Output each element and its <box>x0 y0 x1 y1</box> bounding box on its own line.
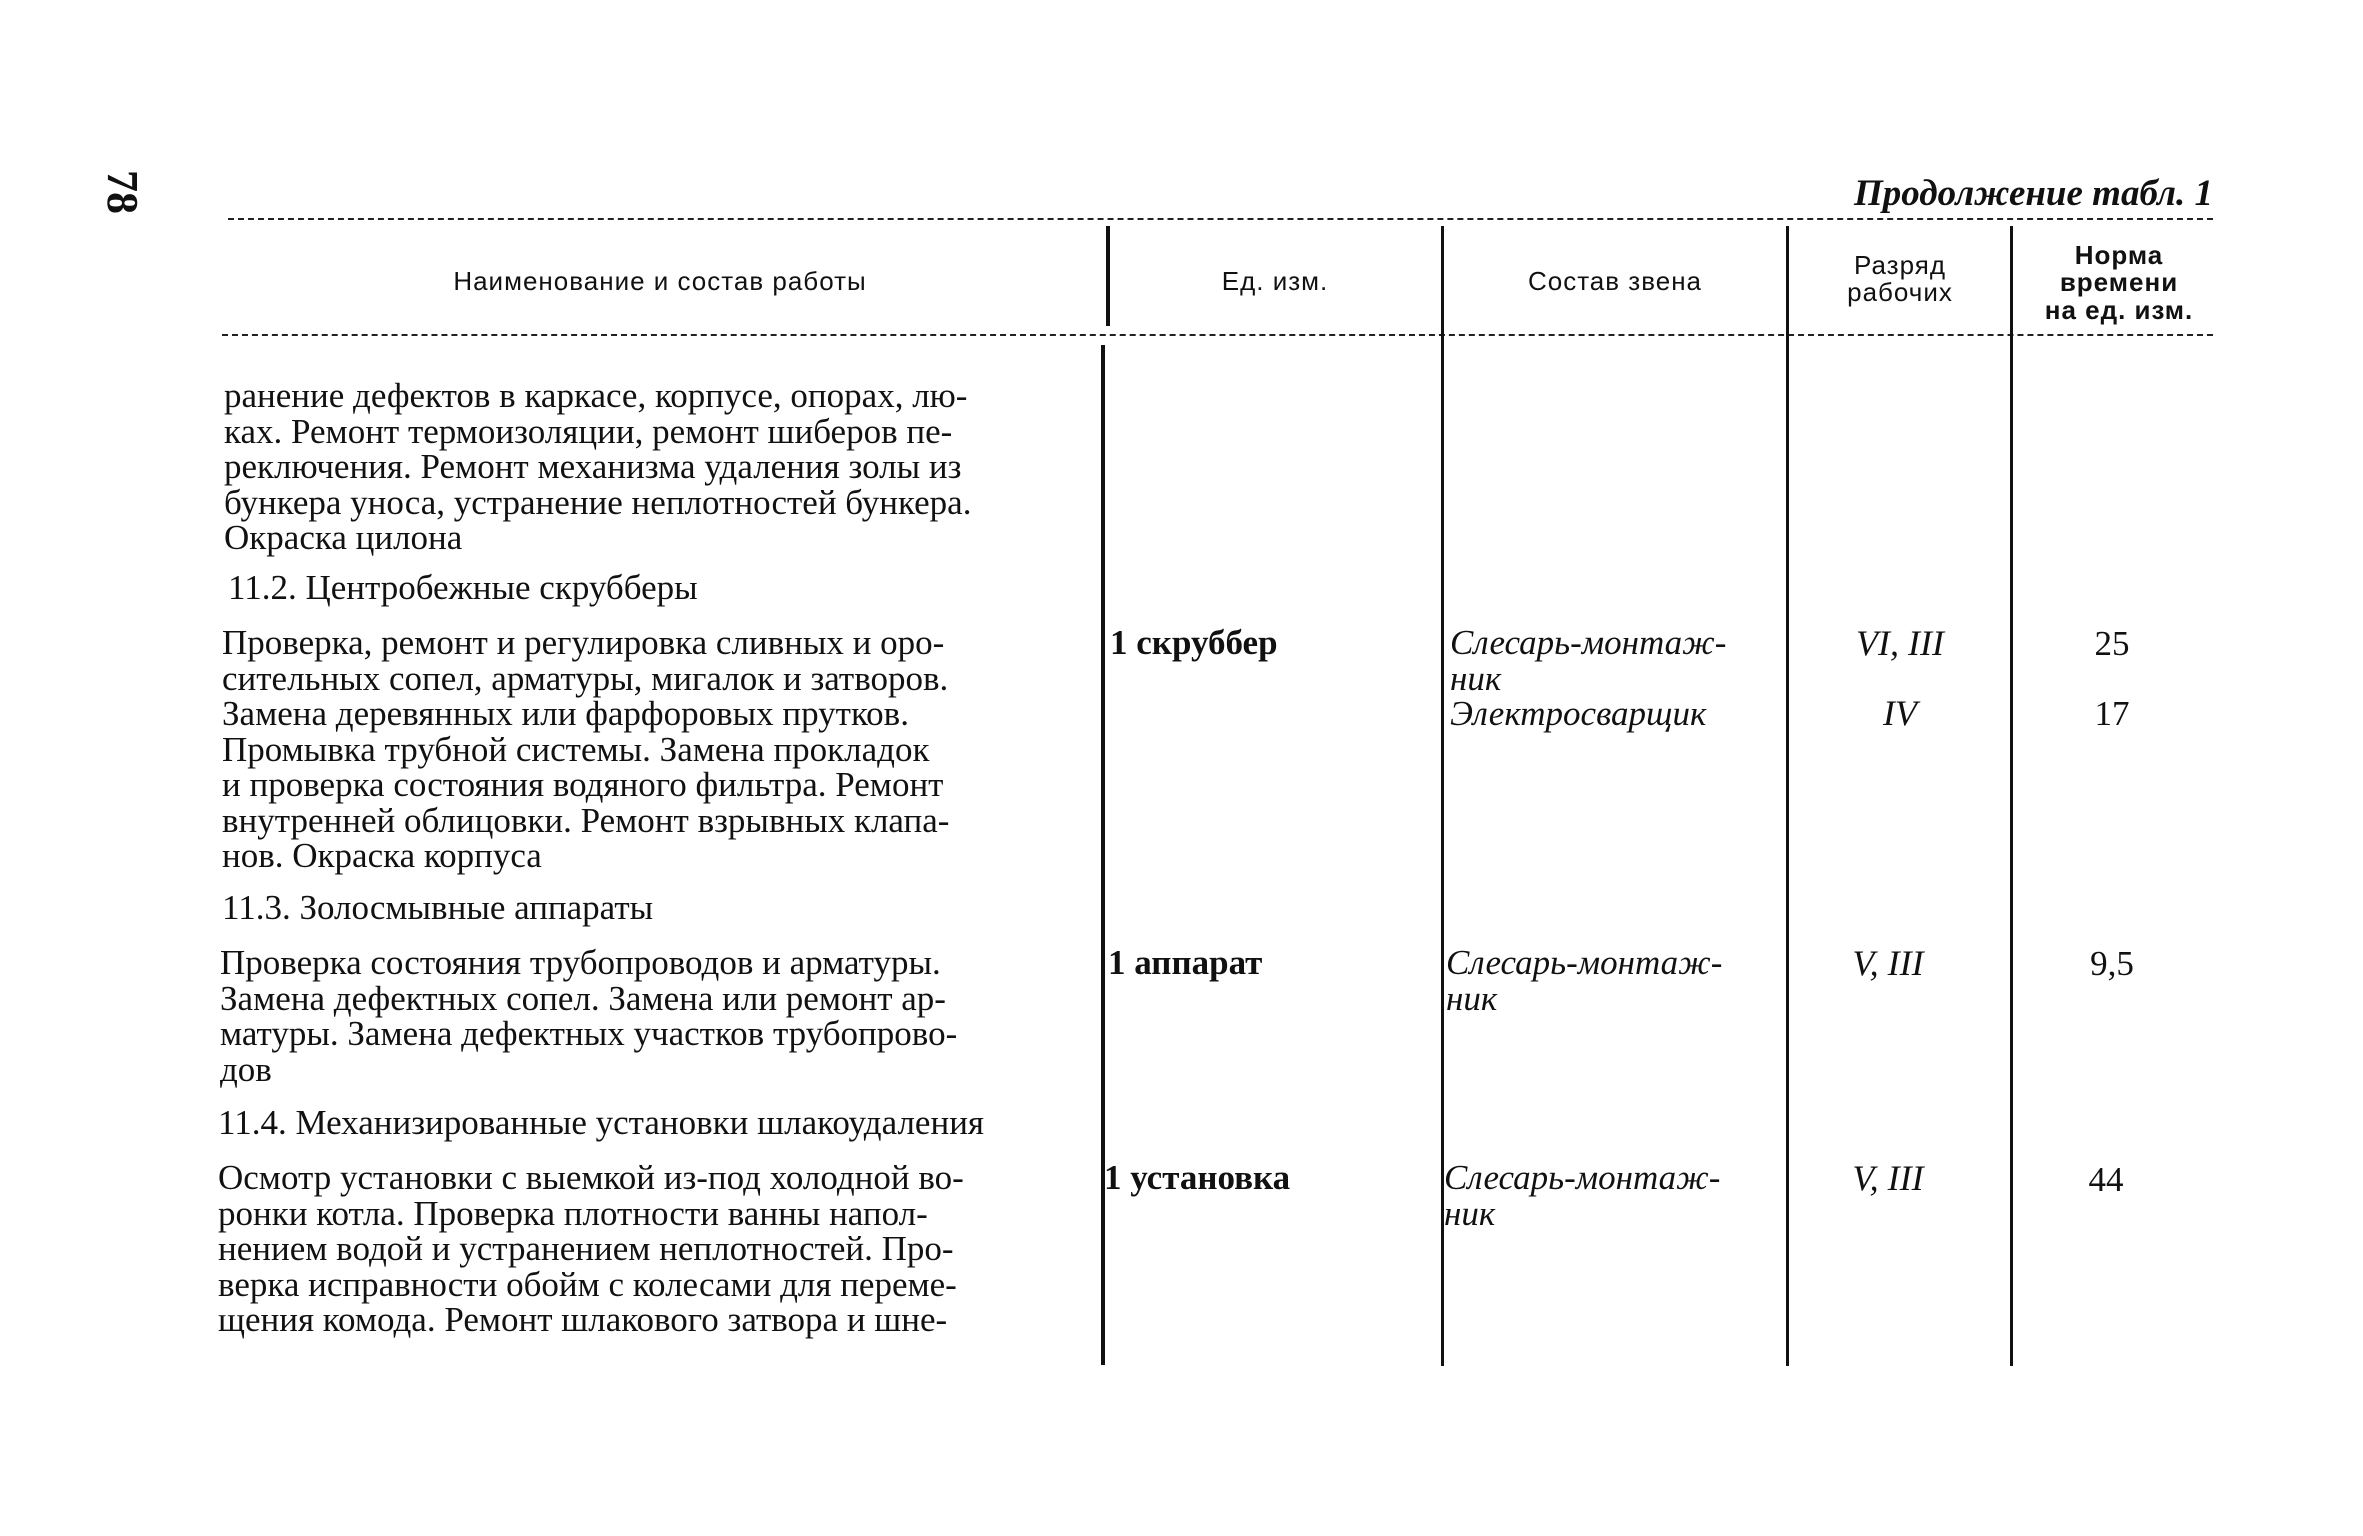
header-unit: Ед. изм. <box>1221 266 1329 296</box>
grade-cell: V, III <box>1852 1158 1924 1198</box>
grade-cell: IV <box>1883 693 1917 733</box>
intro-paragraph: ранение дефектов в каркасе, корпусе, опорах, лю- ках. Ремонт термоизоляции, ремонт шиберов пе- реключения. Ремонт механизма удаления золы из бункера уноса, устранение неплотностей бункера. Окраска цилона <box>224 376 972 557</box>
norm-cell: 25 <box>2094 624 2130 663</box>
header-name: Наименование и состав работы <box>453 266 867 296</box>
section-description: Проверка, ремонт и регулировка сливных и оро- сительных сопел, арматуры, мигалок и затворов. Замена деревянных или фарфоровых прутков. Промывка трубной системы. Замена прокладок и проверка состояния водяного фильтра. Ремонт внутренней облицовки. Ремонт взрывных клапа- нов. Окраска корпуса <box>222 623 950 875</box>
unit-cell: 1 аппарат <box>1108 943 1263 982</box>
header-top-rule <box>228 218 2213 220</box>
norm-cell: 17 <box>2094 694 2130 733</box>
section-title: 11.2. Центробежные скрубберы <box>228 568 698 607</box>
page-number: 78 <box>98 170 147 214</box>
unit-cell: 1 скруббер <box>1110 623 1278 662</box>
grade-cell: V, III <box>1852 943 1924 983</box>
norm-cell: 44 <box>2088 1160 2124 1199</box>
crew-cell: Слесарь-монтаж- ник <box>1444 1158 1721 1233</box>
section-description: Проверка состояния трубопроводов и арматуры. Замена дефектных сопел. Замена или ремонт ар- матуры. Замена дефектных участков трубопрово- дов <box>220 943 958 1089</box>
unit-cell: 1 установка <box>1104 1158 1291 1197</box>
crew-cell: Слесарь-монтаж- ник Электросварщик <box>1450 623 1727 733</box>
continuation-label: Продолжение табл. 1 <box>1854 173 2213 214</box>
section-title: 11.3. Золосмывные аппараты <box>222 888 654 927</box>
section-description: Осмотр установки с выемкой из-под холодной во- ронки котла. Проверка плотности ванны напол- нением водой и устранением неплотностей. Про- верка исправности обойм с колесами для переме- щения комода. Ремонт шлакового затвора и шне- <box>218 1158 964 1339</box>
header-bottom-rule <box>222 334 2213 336</box>
grade-cell: VI, III <box>1856 623 1944 663</box>
column-divider-1-body <box>1101 345 1105 1365</box>
crew-cell: Слесарь-монтаж- ник <box>1446 943 1723 1018</box>
norm-cell: 9,5 <box>2090 944 2134 983</box>
header-crew: Состав звена <box>1527 266 1703 296</box>
header-grade: Разряд рабочих <box>1847 250 1953 308</box>
header-norm: Норма времени на ед. изм. <box>2044 240 2194 325</box>
section-title: 11.4. Механизированные установки шлакоудаления <box>218 1103 985 1142</box>
